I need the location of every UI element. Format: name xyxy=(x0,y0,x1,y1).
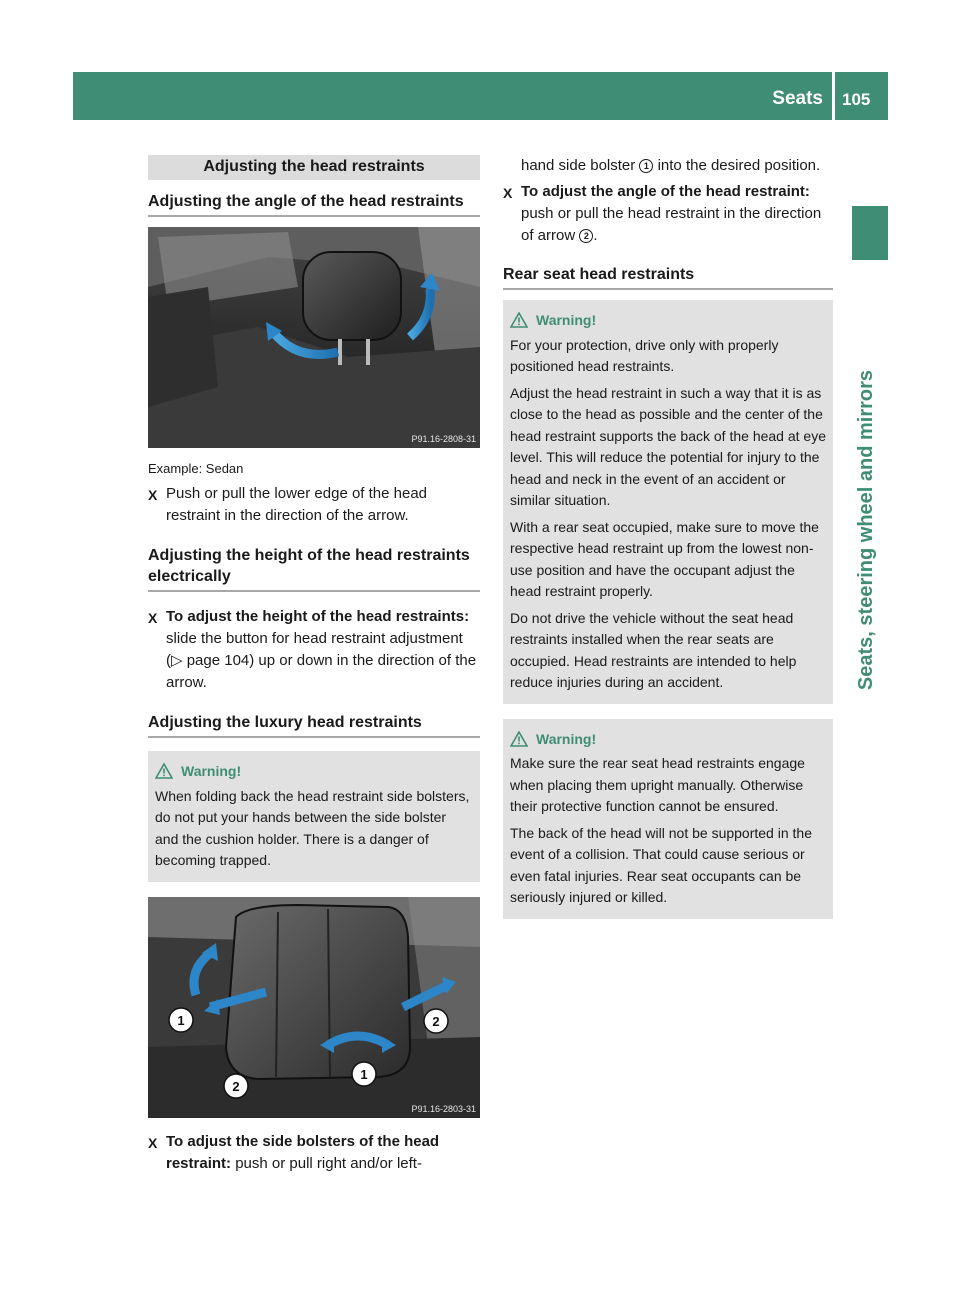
callout-2-icon: 2 xyxy=(579,229,593,243)
image-caption: Example: Sedan xyxy=(148,461,244,476)
warning-triangle-icon xyxy=(155,763,173,779)
heading-rear-seat: Rear seat head restraints xyxy=(503,264,833,290)
side-tab-label: Seats, steering wheel and mirrors xyxy=(855,369,877,691)
warning-title: Warning! xyxy=(510,729,826,751)
step-bold: To adjust the height of the head restraints: xyxy=(166,608,470,625)
page-number: 105 xyxy=(842,90,871,109)
image-code: P91.16-2803-31 xyxy=(411,1103,476,1114)
step-push-pull xyxy=(148,483,480,527)
step-arrow-icon: X xyxy=(148,487,158,503)
warning-paragraph: Make sure the rear seat head restraints engage when placing them upright manually. Otherwise their protective function cannot be ensured. xyxy=(510,755,805,814)
warning-paragraph: The back of the head will not be supported in the event of a collision. That could cause serious or even fatal injuries. Rear seat occupants can be seriously injured or killed. xyxy=(510,824,812,905)
warning-paragraph: With a rear seat occupied, make sure to move the respective head restraint up from the lowest non-use position and have the occupant adjust the head restraint properly. xyxy=(510,518,819,599)
step-text: slide the button for head restraint adjustment (▷ page 104) up or down in the direction of the arrow. xyxy=(166,630,477,691)
heading-luxury: Adjusting the luxury head restraints xyxy=(148,712,480,738)
step-arrow-icon: X xyxy=(148,1134,158,1151)
callout-1-icon: 1 xyxy=(639,159,653,173)
step-text: push or pull right and/or left- xyxy=(231,1154,422,1172)
callout-2-label: 2 xyxy=(232,1078,240,1094)
callout-1-label: 1 xyxy=(360,1066,368,1082)
step-text: Push or pull the lower edge of the head restraint in the direction of the arrow. xyxy=(166,485,428,524)
image-code: P91.16-2808-31 xyxy=(411,434,476,444)
warning-title: Warning! xyxy=(510,310,826,332)
step-adjust-angle: X To adjust the angle of the head restraint: push or pull the head restraint in the direction of arrow 2 . xyxy=(503,183,822,244)
left-column xyxy=(148,155,480,1175)
luxury-head-restraint-illustration xyxy=(148,897,480,1118)
warning-paragraph: For your protection, drive only with properly positioned head restraints. xyxy=(510,336,779,374)
callout-1-label: 1 xyxy=(177,1012,185,1028)
warning-paragraph: Do not drive the vehicle without the seat head restraints installed when the rear seats are occupied. Head restraints are intended to help reduce injuries during an accident. xyxy=(510,609,797,690)
step-adjust-height xyxy=(148,606,480,694)
step-continuation: hand side bolster 1 into the desired position. xyxy=(521,157,821,174)
callout-2-label: 2 xyxy=(432,1013,440,1029)
heading-angle: Adjusting the angle of the head restraints xyxy=(148,191,480,217)
photo-head-restraint-angle xyxy=(148,227,480,448)
right-column xyxy=(503,155,833,919)
side-tab-marker xyxy=(852,206,888,260)
step-arrow-icon: X xyxy=(148,610,158,626)
step-arrow-icon: X xyxy=(503,185,513,201)
section-band-head-restraints: Adjusting the head restraints xyxy=(148,155,480,180)
section-title: Seats xyxy=(772,88,823,109)
head-restraint-angle-illustration xyxy=(148,227,480,448)
warning-box-engage xyxy=(503,719,833,919)
warning-box-rear-seat xyxy=(503,300,833,704)
warning-triangle-icon xyxy=(510,312,528,328)
warning-box-bolsters xyxy=(148,751,480,882)
heading-height: Adjusting the height of the head restraints electrically xyxy=(148,545,480,592)
step-side-bolsters xyxy=(148,1131,480,1175)
step-bold: To adjust the side bolsters of the head restraint: xyxy=(166,1132,440,1172)
photo-luxury-head-restraint xyxy=(148,897,480,1118)
step-bold: To adjust the angle of the head restraint: xyxy=(521,183,810,200)
warning-triangle-icon xyxy=(510,731,528,747)
warning-paragraph: Adjust the head restraint in such a way that it is as close to the head as possible and the center of the head restraint supports the back of the head at eye level. This will reduce the potential for injury to the head and neck in the event of an accident or similar situation. xyxy=(510,384,826,508)
warning-text: When folding back the head restraint side bolsters, do not put your hands between the side bolster and the cushion holder. There is a danger of becoming trapped. xyxy=(155,787,470,868)
warning-title: Warning! xyxy=(155,761,473,783)
header-divider xyxy=(832,72,835,120)
